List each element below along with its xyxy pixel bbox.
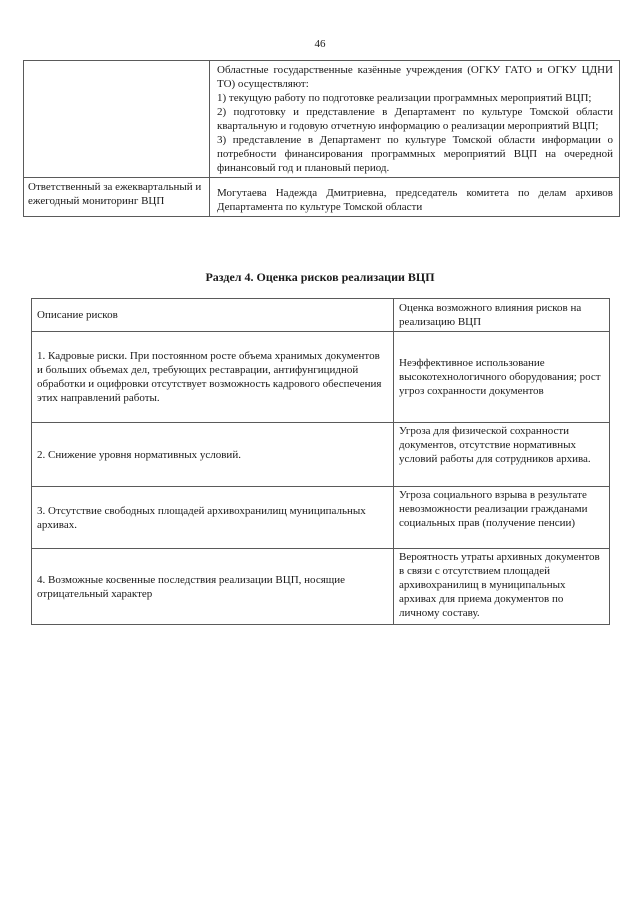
- responsibility-table: [23, 60, 620, 217]
- table-row: [32, 487, 610, 549]
- risk-impact: Угроза социального взрыва в результате невозможности реализации гражданами социальных прав (получение пенсии): [394, 487, 610, 549]
- duty-item-2: 2) подготовку и представление в Департамент по культуре Томской области квартальную и годовую отчетную информацию о реализации мероприятий ВЦП;: [217, 106, 613, 132]
- risk-impact: Неэффективное использование высокотехнологичного оборудования; рост угроз сохранности документов: [394, 332, 610, 423]
- risk-description: 3. Отсутствие свободных площадей архивохранилищ муниципальных архивах.: [32, 487, 394, 549]
- section-title: Раздел 4. Оценка рисков реализации ВЦП: [205, 270, 435, 284]
- table-row: [32, 423, 610, 487]
- page-number: 46: [314, 38, 326, 50]
- header-risk-impact: Оценка возможного влияния рисков на реализацию ВЦП: [394, 299, 610, 332]
- risk-description: 1. Кадровые риски. При постоянном росте объема хранимых документов и больших объемах дел, требующих реставрации, антифунгицидной обработки и оцифровки отсутствует возможность кадрового обеспечения этих направлений работы.: [32, 332, 394, 423]
- risk-description: 4. Возможные косвенные последствия реализации ВЦП, носящие отрицательный характер: [32, 549, 394, 625]
- duties-intro: Областные государственные казённые учреждения (ОГКУ ГАТО и ОГКУ ЦДНИ ТО) осуществляют:: [217, 64, 613, 90]
- monitoring-responsible-value: Могутаева Надежда Дмитриевна, председатель комитета по делам архивов Департамента по культуре Томской области: [210, 178, 620, 217]
- risk-description: 2. Снижение уровня нормативных условий.: [32, 423, 394, 487]
- table-header-row: [32, 299, 610, 332]
- duty-item-3: 3) представление в Департамент по культуре Томской области информации о потребности финансирования программных мероприятий ВЦП на очередной финансовый год и плановый период.: [217, 134, 613, 174]
- table-row: [24, 61, 620, 178]
- row-label-empty: [24, 61, 210, 178]
- table-row: [24, 178, 620, 217]
- risk-impact: Угроза для физической сохранности документов, отсутствие нормативных условий работы для сотрудников архива.: [394, 423, 610, 487]
- risk-impact: Вероятность утраты архивных документов в связи с отсутствием площадей архивохранилищ в муниципальных архивах для приема документов по личному составу.: [394, 549, 610, 625]
- institutions-duties-cell: [210, 61, 620, 178]
- table-row: [32, 549, 610, 625]
- monitoring-responsible-label: Ответственный за ежеквартальный и ежегодный мониторинг ВЦП: [24, 178, 210, 217]
- risk-table: [31, 298, 610, 625]
- duty-item-1: 1) текущую работу по подготовке реализации программных мероприятий ВЦП;: [217, 92, 592, 104]
- table-row: [32, 332, 610, 423]
- header-risk-description: Описание рисков: [32, 299, 394, 332]
